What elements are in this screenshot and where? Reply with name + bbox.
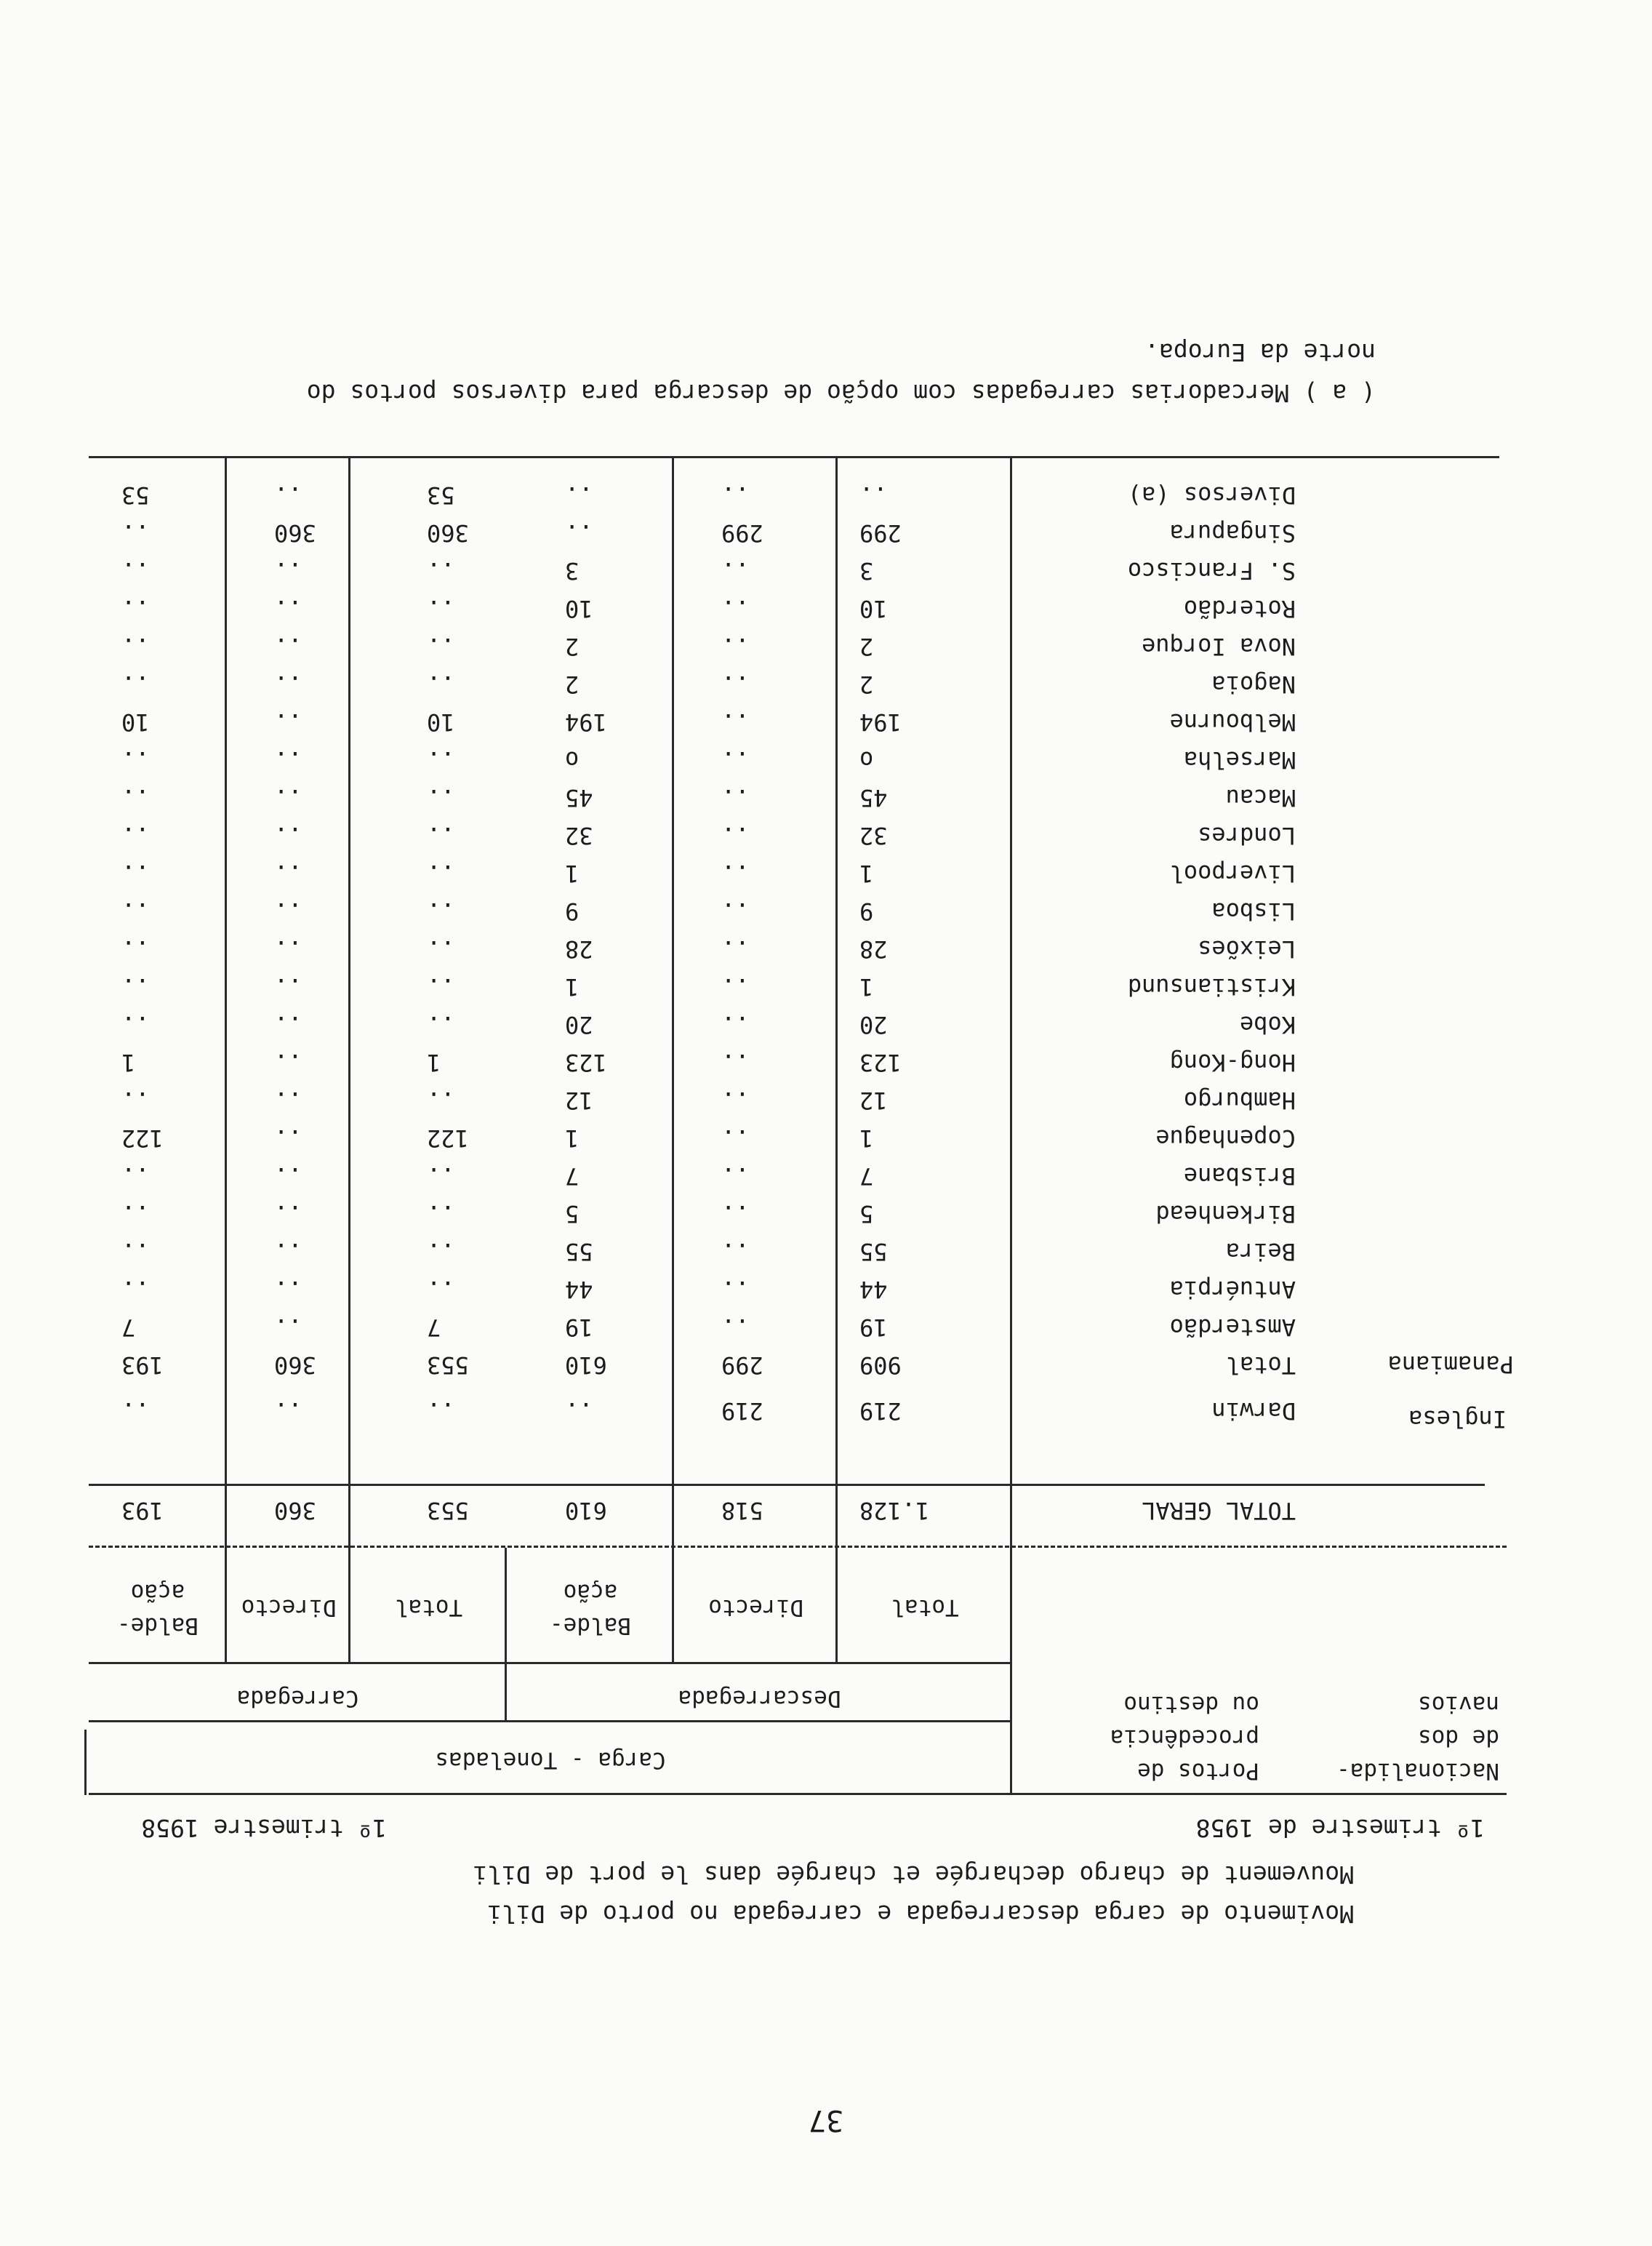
table-cell: ..	[121, 595, 150, 623]
table-cell: ..	[427, 1200, 455, 1228]
table-cell: 122	[121, 1124, 164, 1152]
table-cell: ..	[427, 1011, 455, 1039]
table-cell: 28	[859, 935, 888, 963]
table-cell: ..	[721, 746, 750, 774]
header-loaded: Carregada	[236, 1685, 359, 1711]
table-cell: ..	[721, 822, 750, 850]
table-row	[121, 1119, 1303, 1157]
table-cell: 3	[859, 557, 874, 585]
port-name: Copenhague	[1155, 1124, 1296, 1152]
table-cell: ..	[274, 860, 302, 887]
table-cell: ..	[274, 1314, 302, 1341]
table-cell: ..	[121, 1200, 150, 1228]
table-cell: ..	[427, 1238, 455, 1266]
footnote: ( a ) Mercadorias carregadas com opção de descarga para diversos portos do norte da Europa.	[306, 338, 1376, 407]
table-cell: 909	[859, 1351, 902, 1379]
table-cell: ..	[427, 784, 455, 812]
table-cell: ..	[721, 1200, 750, 1228]
page-number: 37	[808, 2103, 844, 2137]
table-cell: ..	[121, 746, 150, 774]
table-cell: 610	[565, 1351, 607, 1379]
port-name: Brisbane	[1183, 1162, 1296, 1190]
table-row	[121, 666, 1303, 703]
table-row	[121, 1044, 1303, 1082]
table-cell: ..	[427, 1397, 455, 1426]
table-row	[121, 855, 1303, 892]
table-cell: 55	[565, 1238, 593, 1266]
port-name: Lisboa	[1211, 898, 1296, 925]
table-cell: o	[565, 746, 580, 774]
table-cell: 1	[565, 973, 580, 1001]
header-ports: Portos de procedência ou destino	[1110, 1691, 1259, 1784]
table-cell: ..	[274, 557, 302, 585]
table-cell: 194	[565, 708, 607, 736]
header-unloaded-total: Total	[891, 1594, 959, 1620]
table-row	[121, 1308, 1303, 1346]
table-top-rule	[89, 1793, 1507, 1795]
table-cell: 2	[859, 671, 874, 698]
table-cell: ..	[274, 746, 302, 774]
port-name: Hamburgo	[1183, 1087, 1296, 1114]
table-cell: 20	[859, 1011, 888, 1039]
table-cell: ..	[721, 784, 750, 812]
port-name: Darwin	[1211, 1397, 1296, 1426]
table-row	[121, 930, 1303, 968]
table-cell: ..	[121, 519, 150, 547]
table-cell: ..	[721, 481, 750, 509]
table-cell: 193	[121, 1497, 164, 1524]
table-cell: ..	[274, 708, 302, 736]
table-cell: 360	[427, 519, 469, 547]
table-cell: ..	[121, 1162, 150, 1190]
port-name: Amsterdão	[1169, 1314, 1296, 1341]
table-cell: ..	[274, 633, 302, 660]
table-cell: 10	[859, 595, 888, 623]
table-row	[121, 1384, 1303, 1439]
port-name: Roterdão	[1183, 595, 1296, 623]
table-cell: 1	[121, 1049, 136, 1076]
table-cell: ..	[721, 1124, 750, 1152]
table-row	[121, 1233, 1303, 1271]
table-cell: ..	[427, 633, 455, 660]
table-cell: 10	[427, 708, 455, 736]
table-row	[121, 1082, 1303, 1119]
table-cell: ..	[721, 595, 750, 623]
table-cell: ..	[721, 1162, 750, 1190]
table-cell: 7	[427, 1314, 441, 1341]
total-row	[121, 1492, 1303, 1530]
table-cell: ..	[274, 1049, 302, 1076]
table-cell: 553	[427, 1497, 469, 1524]
table-cell: 1	[859, 1124, 874, 1152]
table-cell: ..	[121, 1397, 150, 1426]
port-name: Hong-Kong	[1169, 1049, 1296, 1076]
table-cell: 9	[565, 898, 580, 925]
table-cell: ..	[427, 973, 455, 1001]
table-cell: 299	[859, 519, 902, 547]
table-cell: 1.128	[859, 1497, 930, 1524]
table-cell: 10	[121, 708, 150, 736]
table-cell: ..	[274, 822, 302, 850]
table-cell: ..	[565, 519, 593, 547]
header-loaded-direct: Directo	[241, 1594, 337, 1620]
title-block	[473, 1855, 1354, 1933]
table-cell: ..	[721, 1238, 750, 1266]
nationality-label: Panamiana	[1387, 1351, 1514, 1378]
table-cell: ..	[274, 1238, 302, 1266]
table-cell: ..	[565, 481, 593, 509]
col-divider-nationality	[84, 1730, 87, 1795]
table-row	[121, 741, 1303, 779]
table-cell: ..	[721, 860, 750, 887]
table-row	[121, 476, 1303, 514]
port-name: Marselha	[1183, 746, 1296, 774]
table-cell: 7	[565, 1162, 580, 1190]
table-row	[121, 892, 1303, 930]
header-loaded-total: Total	[394, 1594, 463, 1620]
table-cell: 123	[859, 1049, 902, 1076]
title-portuguese: Movimento de carga descarregada e carregada no porto de Dili	[486, 1900, 1354, 1928]
table-cell: ..	[427, 595, 455, 623]
port-name: S. Francisco	[1127, 557, 1296, 585]
table-cell: ..	[274, 1162, 302, 1190]
total-row-table	[121, 1492, 1303, 1530]
table-cell: ..	[274, 935, 302, 963]
table-cell: 2	[565, 633, 580, 660]
table-row	[121, 552, 1303, 590]
port-name: Kristiansund	[1127, 973, 1296, 1001]
table-row	[121, 817, 1303, 855]
table-cell: 193	[121, 1351, 164, 1379]
header-divider-cargo	[89, 1720, 1012, 1722]
table-cell: ..	[121, 1087, 150, 1114]
table-cell: 360	[274, 1497, 316, 1524]
table-cell: ..	[427, 1276, 455, 1303]
table-cell: 219	[721, 1397, 763, 1426]
header-nationality: Nacionalida- de dos navios	[1336, 1691, 1499, 1784]
table-cell: 360	[274, 519, 316, 547]
table-cell: ..	[274, 898, 302, 925]
table-cell: 123	[565, 1049, 607, 1076]
table-bottom-rule	[89, 456, 1499, 458]
table-cell: ..	[427, 746, 455, 774]
port-name: Liverpool	[1169, 860, 1296, 887]
table-cell: ..	[121, 1276, 150, 1303]
port-name: Birkenhead	[1155, 1200, 1296, 1228]
table-cell: ..	[274, 973, 302, 1001]
port-name: Total	[1225, 1351, 1296, 1379]
table-cell: ..	[427, 1162, 455, 1190]
port-name: Kobe	[1239, 1011, 1296, 1039]
table-cell: 12	[565, 1087, 593, 1114]
table-cell: 53	[427, 481, 455, 509]
table-cell: 299	[721, 519, 763, 547]
table-cell: ..	[427, 822, 455, 850]
table-row	[121, 1157, 1303, 1195]
data-table	[121, 476, 1303, 1439]
table-row	[121, 1195, 1303, 1233]
table-cell: ..	[721, 557, 750, 585]
table-cell: ..	[121, 860, 150, 887]
table-row	[121, 779, 1303, 817]
port-name: Macau	[1225, 784, 1296, 812]
table-cell: ..	[427, 935, 455, 963]
title-french: Mouvement de chargo dechargée et chargée dans le port de Dili	[473, 1861, 1354, 1889]
table-cell: ..	[121, 557, 150, 585]
table-cell: 3	[565, 557, 580, 585]
table-cell: ..	[274, 1200, 302, 1228]
table-row	[121, 628, 1303, 666]
table-cell: 360	[274, 1351, 316, 1379]
table-cell: ..	[121, 784, 150, 812]
table-cell: 32	[859, 822, 888, 850]
table-cell: ..	[274, 1124, 302, 1152]
port-name: Leixões	[1198, 935, 1296, 963]
table-cell: 32	[565, 822, 593, 850]
table-cell: 1	[565, 1124, 580, 1152]
port-name: Antuérpia	[1169, 1276, 1296, 1303]
table-cell: ..	[427, 898, 455, 925]
table-cell: ..	[859, 481, 888, 509]
table-cell: ..	[721, 935, 750, 963]
table-cell: 518	[721, 1497, 763, 1524]
table-cell: 53	[121, 481, 150, 509]
table-cell: 2	[565, 671, 580, 698]
nationality-label: Inglesa	[1408, 1405, 1507, 1433]
port-name: Londres	[1198, 822, 1296, 850]
table-cell: 1	[427, 1049, 441, 1076]
table-cell: 1	[859, 860, 874, 887]
table-cell: ..	[274, 784, 302, 812]
table-cell: 299	[721, 1351, 763, 1379]
table-row	[121, 514, 1303, 552]
table-cell: o	[859, 746, 874, 774]
table-cell: 1	[859, 973, 874, 1001]
table-cell: 5	[565, 1200, 580, 1228]
port-name: Nagoia	[1211, 671, 1296, 698]
table-cell: ..	[274, 1276, 302, 1303]
table-cell: ..	[274, 595, 302, 623]
table-row	[121, 968, 1303, 1006]
table-cell: ..	[121, 671, 150, 698]
port-name: Melbourne	[1169, 708, 1296, 736]
table-cell: 610	[565, 1497, 607, 1524]
table-cell: ..	[721, 1314, 750, 1341]
total-row-label: TOTAL GERAL	[1142, 1497, 1296, 1524]
table-cell: ..	[121, 935, 150, 963]
table-cell: 7	[859, 1162, 874, 1190]
table-cell: 122	[427, 1124, 469, 1152]
header-cargo: Carga - Toneladas	[435, 1747, 666, 1773]
table-cell: ..	[565, 1397, 593, 1426]
table-cell: 55	[859, 1238, 888, 1266]
table-cell: 194	[859, 708, 902, 736]
period-left: 1º trimestre de 1958	[1195, 1814, 1485, 1842]
period-right: 1º trimestre 1958	[141, 1814, 387, 1842]
table-cell: ..	[721, 1276, 750, 1303]
table-cell: ..	[721, 708, 750, 736]
table-cell: 219	[859, 1397, 902, 1426]
table-cell: 9	[859, 898, 874, 925]
table-cell: 553	[427, 1351, 469, 1379]
table-row	[121, 590, 1303, 628]
header-divider-sub	[89, 1662, 1012, 1664]
table-cell: 45	[859, 784, 888, 812]
table-cell: ..	[721, 1049, 750, 1076]
table-cell: 19	[859, 1314, 888, 1341]
table-cell: ..	[274, 671, 302, 698]
table-cell: 7	[121, 1314, 136, 1341]
table-cell: 5	[859, 1200, 874, 1228]
table-cell: ..	[427, 860, 455, 887]
header-unloaded-direct: Directo	[708, 1594, 803, 1620]
table-cell: ..	[121, 973, 150, 1001]
table-cell: ..	[121, 1011, 150, 1039]
port-name: Nova Iorque	[1142, 633, 1296, 660]
table-cell: ..	[721, 671, 750, 698]
table-cell: ..	[274, 1087, 302, 1114]
table-cell: 19	[565, 1314, 593, 1341]
table-cell: ..	[427, 671, 455, 698]
port-name: Singapura	[1169, 519, 1296, 547]
table-cell: ..	[274, 481, 302, 509]
port-name: Beira	[1225, 1238, 1296, 1266]
table-cell: 2	[859, 633, 874, 660]
header-loaded-ballast: Balde- ação	[117, 1579, 199, 1639]
table-row	[121, 1271, 1303, 1308]
header-bottom-rule	[89, 1546, 1507, 1548]
total-row-rule	[89, 1484, 1485, 1486]
table-cell: ..	[274, 1011, 302, 1039]
table-row	[121, 1346, 1303, 1384]
table-cell: ..	[721, 973, 750, 1001]
table-cell: ..	[274, 1397, 302, 1426]
table-cell: ..	[121, 633, 150, 660]
table-cell: ..	[721, 633, 750, 660]
port-name: Diversos (a)	[1127, 481, 1296, 509]
table-cell: ..	[427, 557, 455, 585]
table-cell: 44	[859, 1276, 888, 1303]
table-cell: 12	[859, 1087, 888, 1114]
table-cell: ..	[721, 898, 750, 925]
table-cell: 20	[565, 1011, 593, 1039]
table-cell: 28	[565, 935, 593, 963]
table-cell: ..	[121, 1238, 150, 1266]
table-cell: 10	[565, 595, 593, 623]
table-cell: 1	[565, 860, 580, 887]
table-cell: ..	[121, 898, 150, 925]
header-unloaded: Descarregada	[678, 1685, 841, 1711]
table-cell: ..	[721, 1087, 750, 1114]
header-unloaded-ballast: Balde- ação	[550, 1579, 631, 1639]
table-cell: 44	[565, 1276, 593, 1303]
table-cell: 45	[565, 784, 593, 812]
table-cell: ..	[721, 1011, 750, 1039]
table-cell: ..	[427, 1087, 455, 1114]
table-row	[121, 1006, 1303, 1044]
table-cell: ..	[121, 822, 150, 850]
table-row	[121, 703, 1303, 741]
